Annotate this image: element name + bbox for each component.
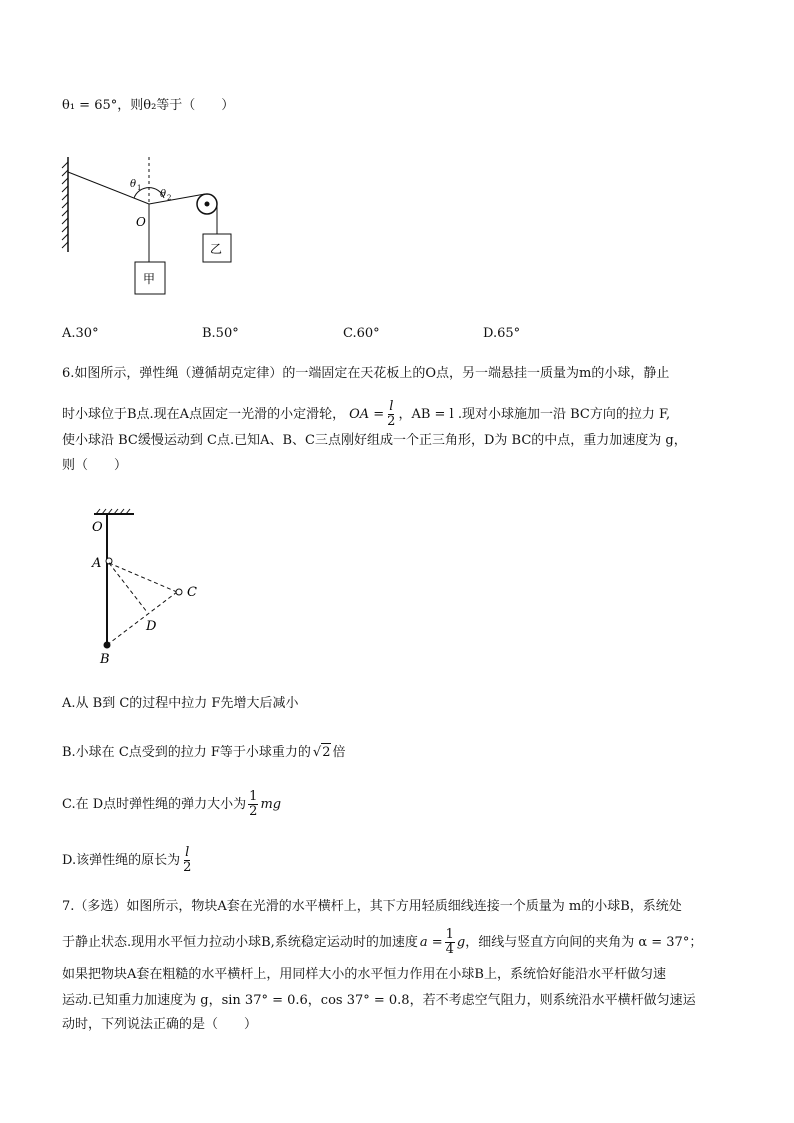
q6-line1: 6.如图所示，弹性绳（遵循胡克定律）的一端固定在天花板上的O点，另一端悬挂一质量为m的小球，静止 bbox=[62, 366, 670, 381]
q6-line2 bbox=[62, 400, 670, 429]
q5-figure bbox=[60, 152, 240, 302]
q6-point-c: C bbox=[187, 585, 197, 600]
q6-option-c-den: 2 bbox=[249, 804, 258, 819]
q6-oa-fraction bbox=[386, 400, 396, 429]
q6-option-b-text: B.小球在 C点受到的拉力 F等于小球重力的 bbox=[62, 744, 311, 760]
q6-line4: 则（ ） bbox=[62, 458, 128, 473]
q7-line1: 7.（多选）如图所示，物块A套在光滑的水平横杆上，其下方用轻质细线连接一个质量为 m的小球B，系统处 bbox=[62, 899, 682, 914]
q7-line2-a: 于静止状态.现用水平恒力拉动小球B,系统稳定运动时的加速度 bbox=[62, 934, 418, 950]
q6-point-b: B bbox=[100, 652, 110, 667]
q7-line4: 运动.已知重力加速度为 g，sin 37° = 0.6，cos 37° = 0.8，若不考虑空气阻力，则系统沿水平横杆做匀速运 bbox=[62, 993, 696, 1008]
q6-point-d: D bbox=[146, 619, 157, 634]
q6-option-c bbox=[62, 790, 281, 819]
point-o-label: O bbox=[136, 215, 146, 229]
q6-option-d-num: l bbox=[185, 845, 190, 860]
q6-option-d-fraction bbox=[182, 846, 192, 875]
theta2-label: θ bbox=[160, 189, 167, 200]
q6-option-b-tail: 倍 bbox=[332, 744, 346, 760]
q7-line3: 如果把物块A套在粗糙的水平横杆上，用同样大小的水平恒力作用在小球B上，系统恰好能沿水平杆做匀速 bbox=[62, 967, 666, 982]
q7-line2-b: ，细线与竖直方向间的夹角为 α = 37°； bbox=[465, 934, 703, 950]
q5-option-d: D.65° bbox=[483, 326, 521, 341]
q6-line2-a: 时小球位于B点.现在A点固定一光滑的小定滑轮， bbox=[62, 406, 346, 422]
q7-accel-num: 1 bbox=[445, 927, 454, 942]
q7-accel-den: 4 bbox=[445, 942, 454, 957]
q6-option-c-mg: mg bbox=[260, 796, 282, 812]
q6-line2-b: ，AB = l .现对小球施加一沿 BC方向的拉力 F, bbox=[398, 406, 671, 422]
q6-option-c-fraction bbox=[248, 790, 258, 819]
q6-option-d-den: 2 bbox=[183, 860, 192, 875]
q6-oa-den: 2 bbox=[387, 414, 396, 429]
q6-option-d bbox=[62, 846, 194, 875]
theta1-sub: 1 bbox=[137, 184, 142, 192]
q6-option-c-text: C.在 D点时弹性绳的弹力大小为 bbox=[62, 796, 247, 812]
q6-point-a: A bbox=[92, 556, 102, 571]
q6-point-o: O bbox=[92, 520, 103, 535]
q6-figure bbox=[82, 508, 222, 668]
q6-option-a: A.从 B到 C的过程中拉力 F先增大后减小 bbox=[62, 696, 299, 711]
q6-oa-num: l bbox=[389, 399, 394, 414]
theta1-label: θ bbox=[130, 179, 137, 190]
q7-accel-fraction bbox=[445, 928, 455, 957]
box-jia-label: 甲 bbox=[143, 272, 156, 286]
q5-option-c: C.60° bbox=[343, 326, 380, 341]
theta2-sub: 2 bbox=[167, 194, 172, 202]
q6-oa-label: OA = bbox=[349, 406, 385, 422]
q7-line2 bbox=[62, 928, 702, 957]
q7-accel-label: a = bbox=[419, 934, 443, 950]
q7-line5: 动时，下列说法正确的是（ ） bbox=[62, 1017, 258, 1032]
q6-option-b: B.小球在 C点受到的拉力 F等于小球重力的 √ 2 倍 bbox=[62, 744, 346, 760]
q5-option-b: B.50° bbox=[202, 326, 239, 341]
q5-stem-tail: θ₁ = 65°，则θ₂等于（ ） bbox=[62, 98, 235, 113]
q6-option-b-sqrt: 2 bbox=[322, 745, 331, 760]
q7-accel-g: g bbox=[456, 934, 466, 950]
box-yi-label: 乙 bbox=[210, 242, 223, 256]
q6-line3: 使小球沿 BC缓慢运动到 C点.已知A、B、C三点刚好组成一个正三角形，D为 BC的中点，重力加速度为 g， bbox=[62, 433, 687, 448]
q6-option-d-text: D.该弹性绳的原长为 bbox=[62, 852, 181, 868]
q5-option-a: A.30° bbox=[62, 326, 99, 341]
q6-option-c-num: 1 bbox=[249, 789, 258, 804]
